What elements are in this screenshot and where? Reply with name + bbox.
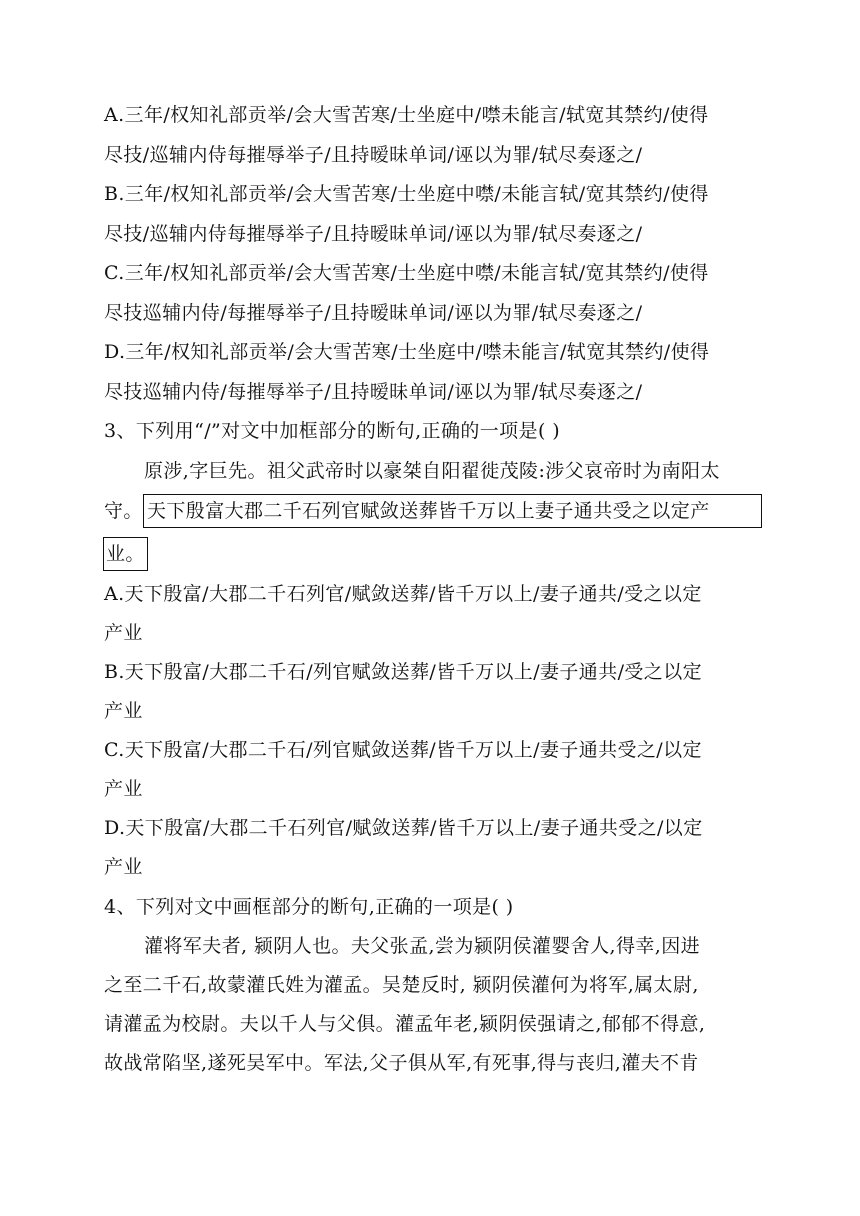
q3-passage-line1: 原涉,字巨先。祖父武帝时以豪桀自阳翟徙茂陵:涉父哀帝时为南阳太 — [144, 460, 720, 482]
q3-boxed-text-line2: 业。 — [106, 543, 145, 565]
q3-option-c-line1: C.天下殷富/大郡二千石/列官赋敛送葬/皆千万以上/妻子通共受之/以定 — [104, 739, 702, 761]
q2-option-b-line2: 尽技/巡辅内侍每摧辱举子/且持暧昧单词/诬以为罪/轼尽奏逐之/ — [104, 223, 643, 245]
q3-option-d-line2: 产业 — [104, 856, 143, 878]
q3-passage-prefix: 守。 — [104, 500, 143, 522]
q2-option-a-line2: 尽技/巡辅内侍每摧辱举子/且持暧昧单词/诬以为罪/轼尽奏逐之/ — [104, 144, 643, 166]
q2-option-c-line2: 尽技巡辅内侍/每摧辱举子/且持暧昧单词/诬以为罪/轼尽奏逐之/ — [104, 302, 643, 324]
q3-option-a-line2: 产业 — [104, 622, 143, 644]
q4-passage-line2: 之至二千石,故蒙灌氏姓为灌孟。吴楚反时, 颍阴侯灌何为将军,属太尉, — [104, 974, 699, 996]
q3-option-c-line2: 产业 — [104, 778, 143, 800]
q4-passage-line1: 灌将军夫者, 颍阴人也。夫父张孟,尝为颍阴侯灌婴舍人,得幸,因进 — [144, 935, 700, 957]
q2-option-d-line2: 尽技巡辅内侍/每摧辱举子/且持暧昧单词/诬以为罪/轼尽奏逐之/ — [104, 381, 643, 403]
q3-option-d-line1: D.天下殷富/大郡二千石列官/赋敛送葬/皆千万以上/妻子通共受之/以定 — [104, 817, 703, 839]
q3-option-b-line1: B.天下殷富/大郡二千石/列官赋敛送葬/皆千万以上/妻子通共/受之以定 — [104, 661, 703, 683]
q2-option-b-line1: B.三年/权知礼部贡举/会大雪苦寒/士坐庭中噤/未能言轼/宽其禁约/使得 — [104, 183, 709, 205]
q2-option-c-line1: C.三年/权知礼部贡举/会大雪苦寒/士坐庭中噤/未能言轼/宽其禁约/使得 — [104, 262, 709, 284]
q4-passage-line3: 请灌孟为校尉。夫以千人与父俱。灌孟年老,颍阴侯强请之,郁郁不得意, — [104, 1013, 706, 1035]
q3-option-a-line1: A.天下殷富/大郡二千石列官/赋敛送葬/皆千万以上/妻子通共/受之以定 — [104, 583, 702, 605]
q3-option-b-line2: 产业 — [104, 700, 143, 722]
q4-passage-line4: 故战常陷坚,遂死吴军中。军法,父子俱从军,有死事,得与丧归,灌夫不肯 — [104, 1052, 699, 1074]
q3-boxed-text-line1: 天下殷富大郡二千石列官赋敛送葬皆千万以上妻子通共受之以定产 — [147, 500, 710, 522]
q3-stem: 3、下列用“/”对文中加框部分的断句,正确的一项是( ) — [104, 420, 561, 442]
q4-stem: 4、下列对文中画框部分的断句,正确的一项是( ) — [104, 896, 514, 918]
q2-option-a-line1: A.三年/权知礼部贡举/会大雪苦寒/士坐庭中/噤未能言/轼宽其禁约/使得 — [104, 104, 709, 126]
q2-option-d-line1: D.三年/权知礼部贡举/会大雪苦寒/士坐庭中/噤未能言/轼宽其禁约/使得 — [104, 341, 710, 363]
